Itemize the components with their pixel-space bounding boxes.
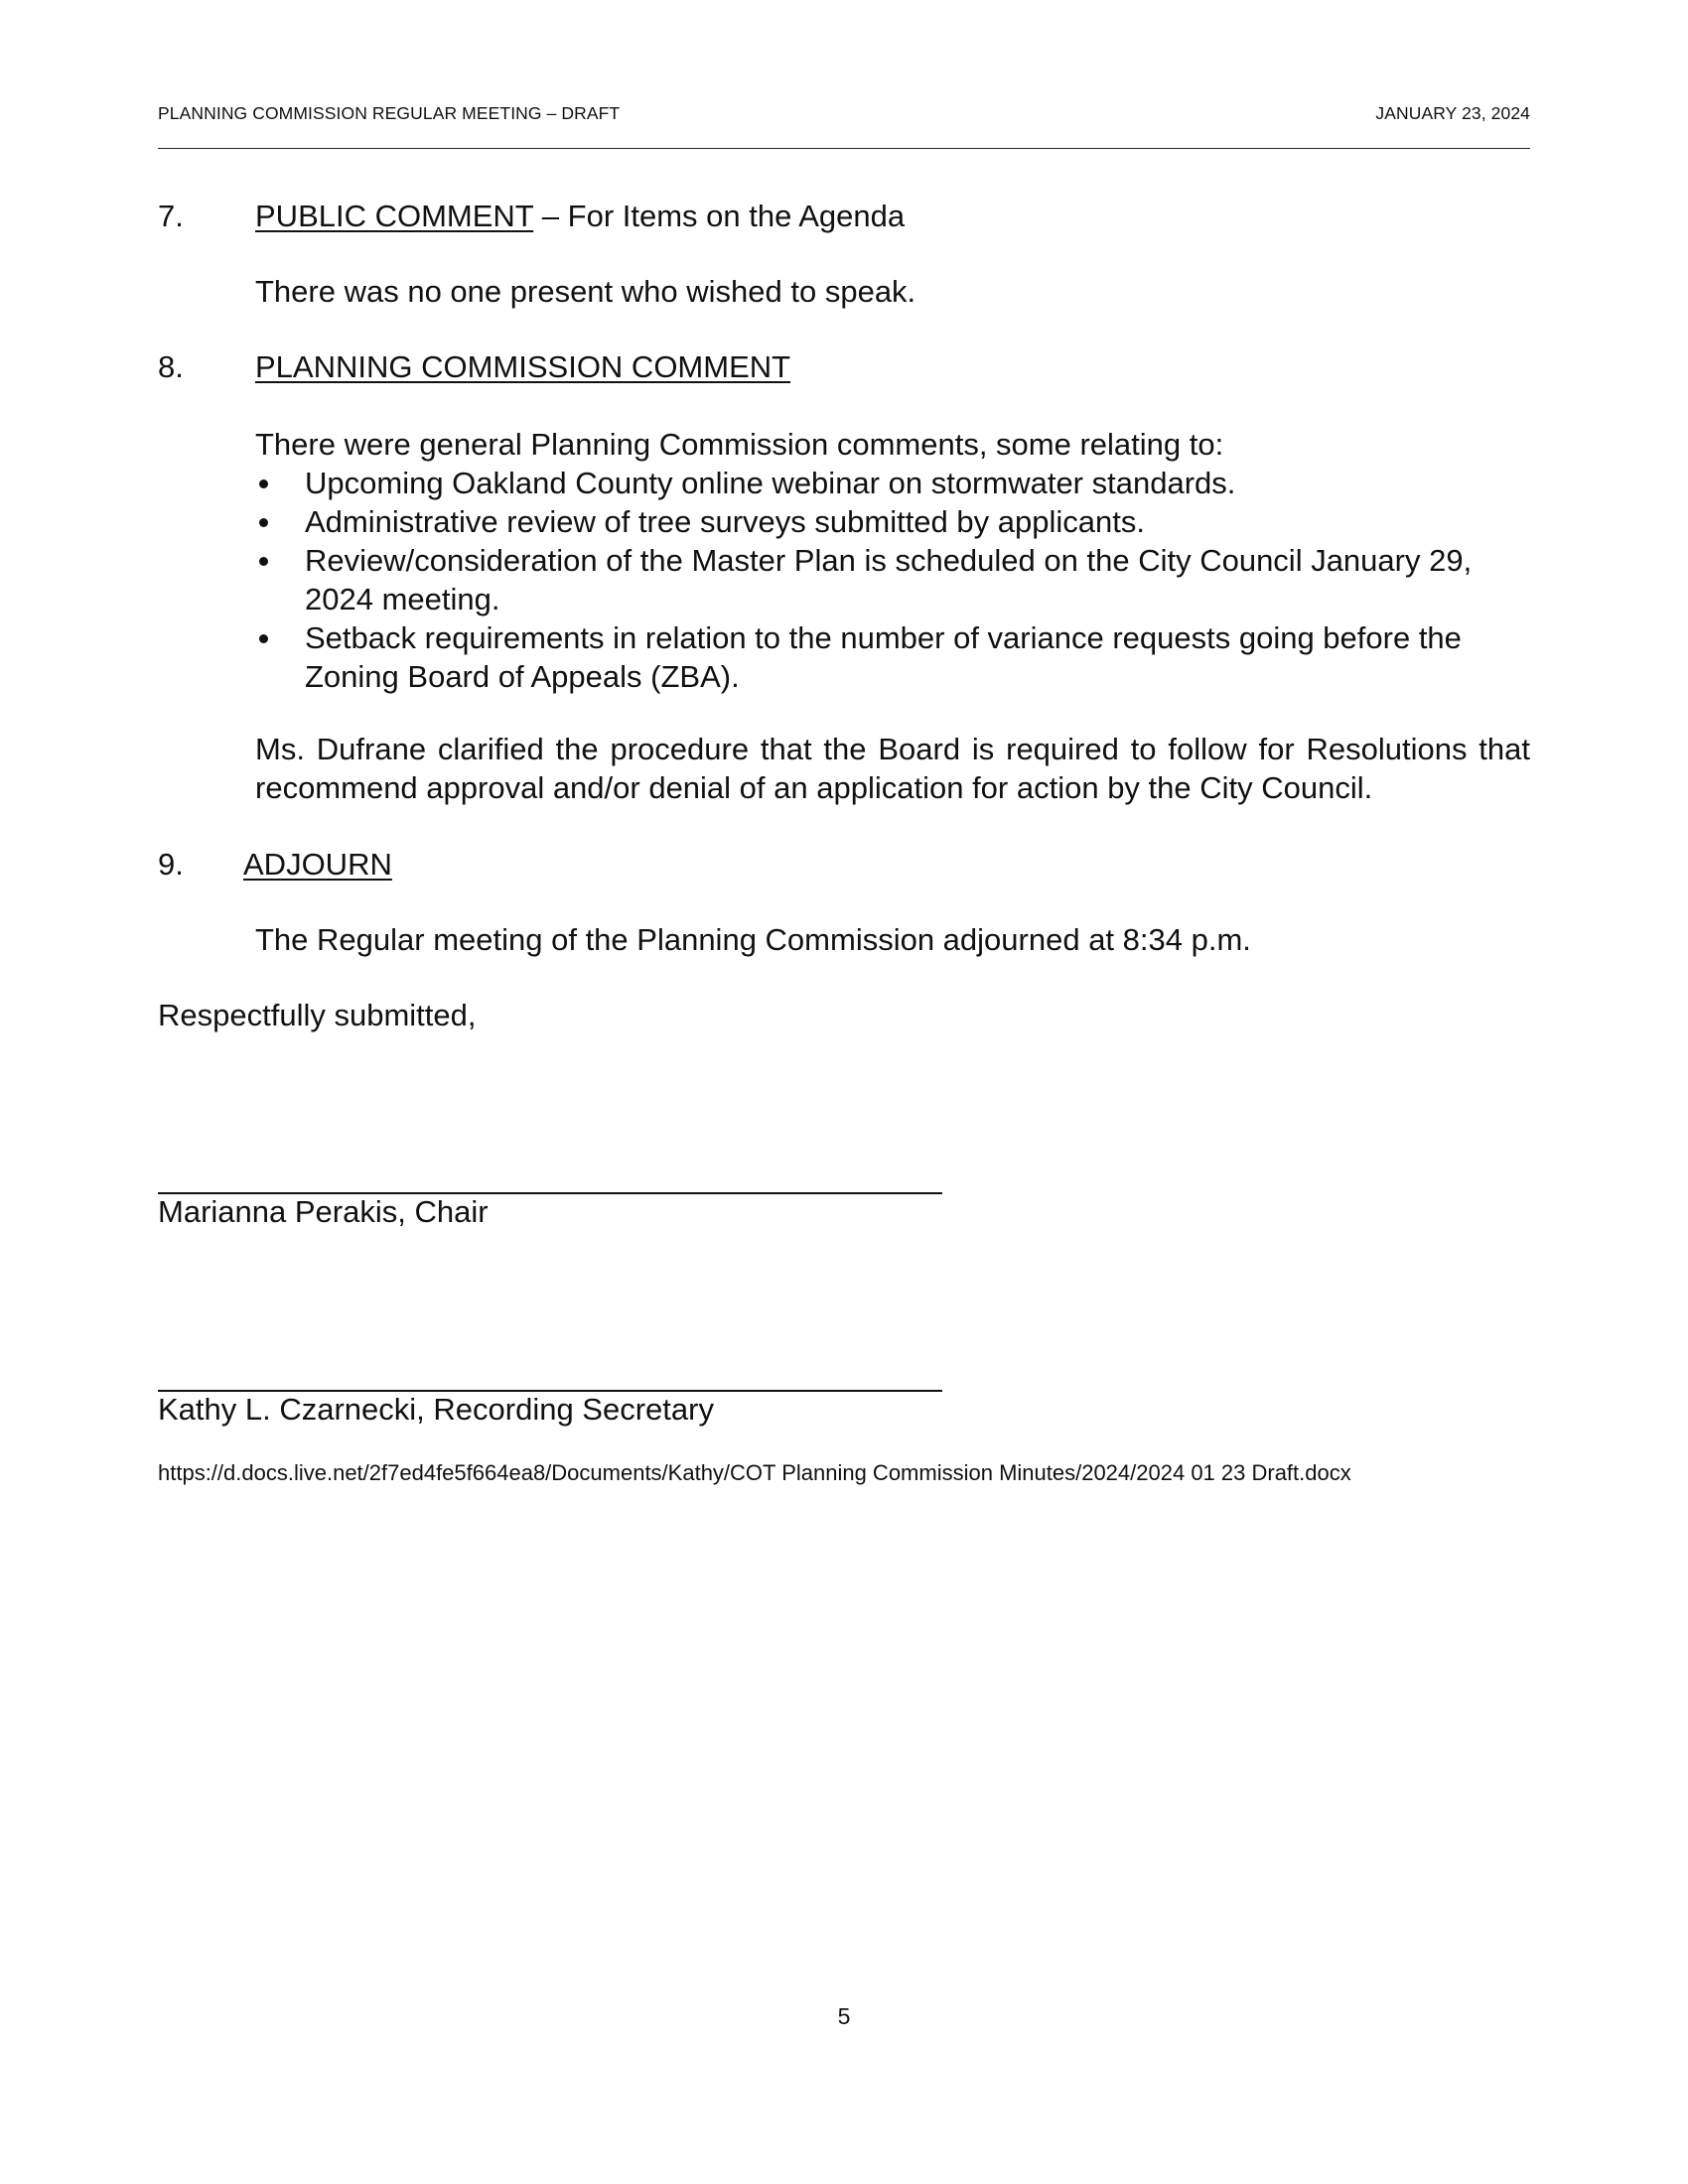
bullet-icon bbox=[259, 518, 268, 527]
signature-name: Kathy L. Czarnecki, Recording Secretary bbox=[158, 1392, 714, 1427]
page-number: 5 bbox=[837, 2003, 851, 2029]
list-item bbox=[255, 541, 1530, 618]
list-item bbox=[255, 464, 1530, 502]
section-number: 9. bbox=[158, 847, 184, 882]
section-title: PUBLIC COMMENT bbox=[255, 199, 534, 233]
section-body: Ms. Dufrane clarified the procedure that the Board is required to follow for Resolutions that recommend approval and/or denial of an application for action by the City Council. bbox=[255, 732, 1530, 805]
bullet-icon bbox=[259, 557, 268, 566]
section-title: PLANNING COMMISSION COMMENT bbox=[255, 349, 791, 384]
section-number: 8. bbox=[158, 349, 184, 384]
bullet-icon bbox=[259, 634, 268, 643]
section-intro: There were general Planning Commission comments, some relating to: bbox=[255, 427, 1224, 462]
header-divider bbox=[158, 148, 1530, 149]
list-item bbox=[255, 502, 1530, 541]
section-heading bbox=[255, 197, 905, 235]
bullet-icon bbox=[259, 479, 268, 488]
section-number: 7. bbox=[158, 199, 184, 233]
list-item-text: Review/consideration of the Master Plan is scheduled on the City Council January 29, 2024 meeting. bbox=[305, 543, 1473, 616]
list-item-text: Upcoming Oakland County online webinar on stormwater standards. bbox=[305, 466, 1236, 500]
section-heading bbox=[255, 347, 790, 386]
signature-name: Marianna Perakis, Chair bbox=[158, 1194, 489, 1229]
section-title: ADJOURN bbox=[243, 847, 392, 882]
file-path: https://d.docs.live.net/2f7ed4fe5f664ea8/Documents/Kathy/COT Planning Commission Minutes/2024/2024 01 23 Draft.docx bbox=[158, 1460, 1351, 1485]
list-item-text: Setback requirements in relation to the number of variance requests going before the Zoning Board of Appeals (ZBA). bbox=[305, 620, 1462, 694]
section-title-suffix: – For Items on the Agenda bbox=[533, 199, 906, 233]
list-item-text: Administrative review of tree surveys submitted by applicants. bbox=[305, 504, 1145, 539]
comment-bullet-list bbox=[255, 464, 1530, 696]
closing-text: Respectfully submitted, bbox=[158, 998, 477, 1032]
section-body: There was no one present who wished to speak. bbox=[255, 274, 916, 309]
header-date: JANUARY 23, 2024 bbox=[1375, 103, 1530, 123]
header-title: PLANNING COMMISSION REGULAR MEETING – DRAFT bbox=[158, 103, 621, 123]
list-item bbox=[255, 618, 1530, 696]
section-body: The Regular meeting of the Planning Commission adjourned at 8:34 p.m. bbox=[255, 922, 1251, 957]
section-heading bbox=[243, 845, 392, 884]
